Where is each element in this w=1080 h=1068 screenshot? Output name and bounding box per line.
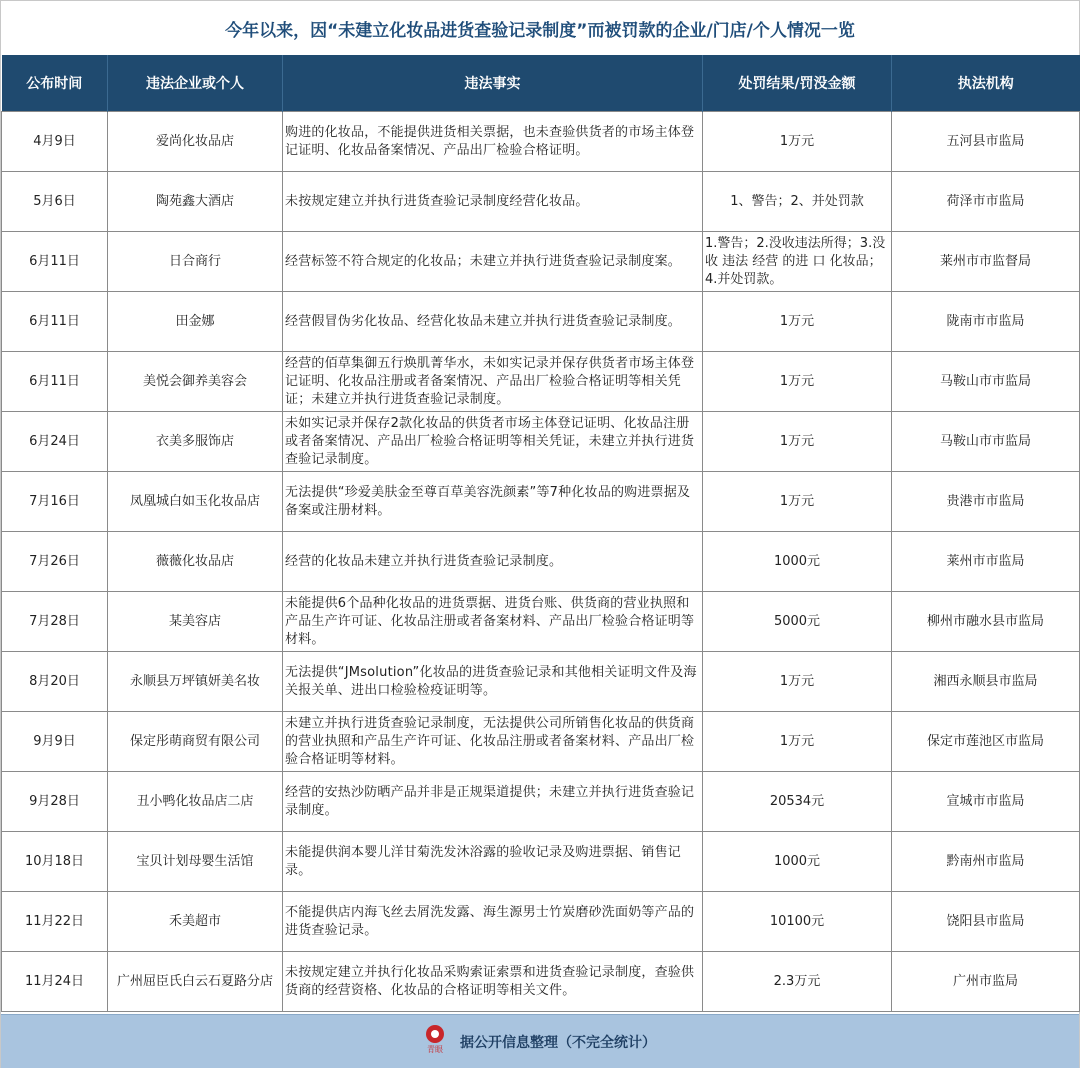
cell-date: 5月6日: [2, 172, 108, 232]
cell-fact: 未按规定建立并执行化妆品采购索证索票和进货查验记录制度，查验供货商的经营资格、化妆品的合格证明等相关文件。: [283, 952, 703, 1012]
cell-date: 7月16日: [2, 472, 108, 532]
penalty-table: [1, 55, 1080, 1012]
cell-fact: 无法提供“珍爱美肤金至尊百草美容洗颜素”等7种化妆品的购进票据及备案或注册材料。: [283, 472, 703, 532]
cell-fact: 经营的化妆品未建立并执行进货查验记录制度。: [283, 532, 703, 592]
cell-entity: 田金娜: [108, 292, 283, 352]
cell-fact: 未如实记录并保存2款化妆品的供货者市场主体登记证明、化妆品注册或者备案情况、产品出厂检验合格证明等相关凭证，未建立并执行进货查验记录制度。: [283, 412, 703, 472]
cell-penalty: 1万元: [703, 472, 892, 532]
cell-date: 7月28日: [2, 592, 108, 652]
cell-penalty: 20534元: [703, 772, 892, 832]
cell-date: 6月11日: [2, 292, 108, 352]
cell-agency: 宣城市市监局: [892, 772, 1080, 832]
cell-entity: 广州屈臣氏白云石夏路分店: [108, 952, 283, 1012]
table-row: [2, 592, 1080, 652]
cell-penalty: 1万元: [703, 712, 892, 772]
cell-date: 8月20日: [2, 652, 108, 712]
column-header-fact: 违法事实: [283, 55, 703, 112]
cell-fact: 不能提供店内海飞丝去屑洗发露、海生源男士竹炭磨砂洗面奶等产品的进货查验记录。: [283, 892, 703, 952]
cell-agency: 陇南市市监局: [892, 292, 1080, 352]
eye-mark: [426, 1025, 444, 1043]
cell-agency: 马鞍山市市监局: [892, 352, 1080, 412]
cell-penalty: 10100元: [703, 892, 892, 952]
cell-fact: 未建立并执行进货查验记录制度，无法提供公司所销售化妆品的供货商的营业执照和产品生产许可证、化妆品注册或者备案材料、产品出厂检验合格证明等材料。: [283, 712, 703, 772]
cell-penalty: 1.警告；2.没收违法所得；3.没收 违法 经营 的进 口 化妆品；4.并处罚款。: [703, 232, 892, 292]
cell-date: 9月28日: [2, 772, 108, 832]
cell-penalty: 1万元: [703, 412, 892, 472]
table-row: [2, 232, 1080, 292]
eye-logo-icon: [424, 1025, 446, 1059]
table-row: [2, 772, 1080, 832]
cell-penalty: 1万元: [703, 352, 892, 412]
cell-agency: 贵港市市监局: [892, 472, 1080, 532]
cell-penalty: 1万元: [703, 292, 892, 352]
column-header-agency: 执法机构: [892, 55, 1080, 112]
footer-bar: [1, 1014, 1079, 1068]
source-note: 据公开信息整理（不完全统计）: [460, 1034, 656, 1051]
cell-penalty: 5000元: [703, 592, 892, 652]
table-row: [2, 292, 1080, 352]
cell-agency: 黔南州市监局: [892, 832, 1080, 892]
cell-penalty: 1000元: [703, 832, 892, 892]
table-row: [2, 952, 1080, 1012]
table-row: [2, 472, 1080, 532]
cell-agency: 广州市监局: [892, 952, 1080, 1012]
table-row: [2, 652, 1080, 712]
page-title: 今年以来，因“未建立化妆品进货查验记录制度”而被罚款的企业/门店/个人情况一览: [1, 1, 1079, 55]
cell-date: 4月9日: [2, 112, 108, 172]
table-row: [2, 352, 1080, 412]
table-row: [2, 172, 1080, 232]
cell-entity: 爱尚化妆品店: [108, 112, 283, 172]
cell-fact: 未能提供润本婴儿洋甘菊洗发沐浴露的验收记录及购进票据、销售记录。: [283, 832, 703, 892]
cell-entity: 某美容店: [108, 592, 283, 652]
cell-entity: 保定彤萌商贸有限公司: [108, 712, 283, 772]
logo-text: 青眼: [427, 1044, 443, 1054]
cell-entity: 衣美多服饰店: [108, 412, 283, 472]
table-row: [2, 532, 1080, 592]
cell-agency: 荷泽市市监局: [892, 172, 1080, 232]
cell-fact: 购进的化妆品，不能提供进货相关票据，也未查验供货者的市场主体登记证明、化妆品备案情况、产品出厂检验合格证明。: [283, 112, 703, 172]
table-row: [2, 412, 1080, 472]
cell-date: 11月22日: [2, 892, 108, 952]
cell-entity: 禾美超市: [108, 892, 283, 952]
table-row: [2, 112, 1080, 172]
column-header-date: 公布时间: [2, 55, 108, 112]
cell-fact: 经营的佰草集御五行焕肌菁华水，未如实记录并保存供货者市场主体登记证明、化妆品注册或者备案情况、产品出厂检验合格证明等相关凭证；未建立并执行进货查验记录制度。: [283, 352, 703, 412]
cell-entity: 美悦会御养美容会: [108, 352, 283, 412]
cell-agency: 五河县市监局: [892, 112, 1080, 172]
cell-agency: 保定市莲池区市监局: [892, 712, 1080, 772]
cell-entity: 丑小鸭化妆品店二店: [108, 772, 283, 832]
cell-date: 6月24日: [2, 412, 108, 472]
cell-entity: 日合商行: [108, 232, 283, 292]
cell-fact: 无法提供“JMsolution”化妆品的进货查验记录和其他相关证明文件及海关报关单、进出口检验检疫证明等。: [283, 652, 703, 712]
cell-agency: 湘西永顺县市监局: [892, 652, 1080, 712]
cell-date: 9月9日: [2, 712, 108, 772]
cell-entity: 永顺县万坪镇妍美名妆: [108, 652, 283, 712]
cell-entity: 凤凰城白如玉化妆品店: [108, 472, 283, 532]
cell-entity: 陶苑鑫大酒店: [108, 172, 283, 232]
table-row: [2, 832, 1080, 892]
cell-fact: 未能提供6个品种化妆品的进货票据、进货台账、供货商的营业执照和产品生产许可证、化妆品注册或者备案材料、产品出厂检验合格证明等材料。: [283, 592, 703, 652]
cell-fact: 经营假冒伪劣化妆品、经营化妆品未建立并执行进货查验记录制度。: [283, 292, 703, 352]
cell-agency: 柳州市融水县市监局: [892, 592, 1080, 652]
cell-entity: 宝贝计划母婴生活馆: [108, 832, 283, 892]
cell-penalty: 1、警告；2、并处罚款: [703, 172, 892, 232]
table-header-row: [2, 55, 1080, 112]
cell-date: 6月11日: [2, 352, 108, 412]
cell-fact: 经营标签不符合规定的化妆品；未建立并执行进货查验记录制度案。: [283, 232, 703, 292]
cell-agency: 马鞍山市市监局: [892, 412, 1080, 472]
cell-penalty: 1万元: [703, 652, 892, 712]
column-header-penalty: 处罚结果/罚没金额: [703, 55, 892, 112]
cell-date: 11月24日: [2, 952, 108, 1012]
table-row: [2, 712, 1080, 772]
cell-date: 7月26日: [2, 532, 108, 592]
cell-fact: 未按规定建立并执行进货查验记录制度经营化妆品。: [283, 172, 703, 232]
cell-date: 6月11日: [2, 232, 108, 292]
cell-fact: 经营的安热沙防晒产品并非是正规渠道提供；未建立并执行进货查验记录制度。: [283, 772, 703, 832]
cell-penalty: 1000元: [703, 532, 892, 592]
cell-agency: 莱州市市监局: [892, 532, 1080, 592]
column-header-entity: 违法企业或个人: [108, 55, 283, 112]
cell-agency: 饶阳县市监局: [892, 892, 1080, 952]
cell-date: 10月18日: [2, 832, 108, 892]
cell-penalty: 1万元: [703, 112, 892, 172]
table-body: [2, 112, 1080, 1012]
cell-penalty: 2.3万元: [703, 952, 892, 1012]
cell-agency: 莱州市市监督局: [892, 232, 1080, 292]
cell-entity: 薇薇化妆品店: [108, 532, 283, 592]
table-row: [2, 892, 1080, 952]
